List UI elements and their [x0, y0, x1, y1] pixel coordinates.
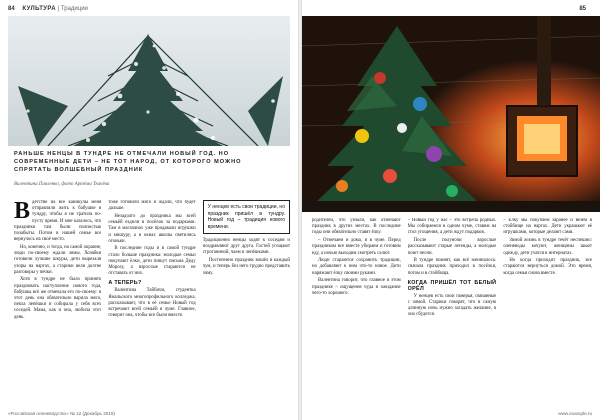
left-text-columns: [14, 200, 290, 406]
running-head-right: [310, 6, 592, 16]
byline: Валентина Павленко, фото Артёма Ткачёва: [14, 182, 110, 187]
paragraph: Постепенно праздник вошёл в каждый чум, и теперь без него трудно представить зиму.: [202, 258, 290, 276]
christmas-tree-stove-photo: [302, 16, 600, 212]
paragraph: Валентина Тайбичи, студентка Ямальского многопрофильного колледжа, рассказывает, что в её семье Новый год встречают всей семьёй в чуме. Главное, говорит она, чтобы все были вместе.: [108, 288, 196, 319]
left-column-3: [203, 200, 290, 406]
paragraph: Зимой жизнь в тундре течёт неспешно: оленеводы кочуют, женщины шьют одежду, дети учатся в интернатах.: [503, 238, 593, 256]
paragraph: Но, конечно, и тогда, на самой окраине, люди по-своему ждали зимы. Хозяйки готовили лучшие шкуры, дети вырезали узоры на нартах, а старики вели долгие разговоры у печки.: [14, 244, 102, 275]
right-page: [302, 0, 600, 420]
paragraph: В тундре помнят, как всё начиналось: сначала праздник приходил в посёлки, потом и в стойбища.: [407, 258, 497, 276]
spruce-photo: [8, 16, 290, 146]
paragraph: тоже готовили мясо и ждали, что будет дальше.: [108, 200, 196, 212]
paragraph: Традиционно ненцы ходят к соседям и поздравляют друг друга. Гостей угощают строганиной, чаем и лепёшками.: [202, 238, 290, 256]
left-column-1: [14, 200, 101, 406]
right-column-3: [503, 218, 592, 406]
paragraph: Валентина говорит, что главное в этом празднике – ощущение чуда и ожидание чего-то хорошего.: [312, 278, 401, 296]
subhead: А ТЕПЕРЬ?: [108, 280, 142, 287]
paragraph: родителей, что узнали, как отмечают праздник в других местах. В последние годы они обязательно ставят ёлку.: [312, 218, 401, 236]
paragraph: Хотя в тундре не было принято праздновать наступление нового года, бабушка всё же отмечала его по-своему: в этот день она обязательно варила мясо, пекла лепёшки и собирала у себя всех соседей. Мама, как и она, любила этот день.: [14, 277, 102, 320]
footer-right: www.example.ru: [558, 411, 592, 416]
article-lead: РАНЬШЕ НЕНЦЫ В ТУНДРЕ НЕ ОТМЕЧАЛИ НОВЫЙ ГОД. НО СОВРЕМЕННЫЕ ДЕТИ – НЕ ТОТ НАРОД, ОТ КОТОРОГО МОЖНО СПРЯТАТЬ ВОЛШЕБНЫЙ ПРАЗДНИК: [14, 151, 242, 173]
section-name: КУЛЬТУРА: [22, 6, 56, 12]
paragraph: Но когда приходит праздник, все стараются вернуться домой. Это время, когда семья снова вместе.: [503, 258, 593, 276]
paragraph: Люди стараются сохранить традиции, но добавляют к ним что-то новое. Дети наряжают ёлку своими руками.: [312, 258, 401, 276]
paragraph: После полуночи взрослые рассказывают старые легенды, а молодые поют песни.: [407, 238, 497, 256]
page-number-right: 85: [579, 6, 586, 12]
paragraph: Вдетстве на все каникулы меня отправляли жить к бабушке в тундру, чтобы я не тратила по-пусту время. И мне казалось, что праздники там были полностью позабыты. Потом в нашей семье все вернулось на своё место.: [14, 200, 102, 243]
pull-quote: У ненцев есть свои традиции, но праздник пришёл в тундру. Новый год – традиция нового времени.: [203, 200, 290, 234]
left-page: [0, 0, 298, 420]
paragraph: Незадолго до праздника мы всей семьёй ездили в посёлок за подарками. Там в магазинах уже продавали игрушки и мишуру, а в окнах школы светились огоньки.: [108, 213, 196, 244]
paragraph: – Отмечаем и дома, и в чуме. Перед праздником все вместе убираем и готовим еду, а ночью выходим смотреть салют.: [312, 238, 401, 256]
subsection-name: Традиции: [60, 6, 88, 12]
paragraph: В последние годы и в самой тундре стало больше праздника: молодые семьи покупают ёлки, дети пишут письма Деду Морозу, а взрослые стараются не отставать от них.: [108, 246, 196, 277]
page-number-left: 84: [8, 6, 15, 12]
paragraph: – Ёлку мы покупаем заранее и везём в стойбище на нартах. Дети украшают её игрушками, которые делают сами.: [503, 218, 593, 236]
paragraph: У ненцев есть свои поверья, связанные с зимой. Старики говорят, что в самую длинную ночь нужно загадать желание, и оно сбудется.: [407, 293, 497, 318]
left-column-2: [108, 200, 195, 406]
subhead: КОГДА ПРИШЁЛ ТОТ БЕЛЫЙ ОРЁЛ: [407, 279, 497, 292]
right-column-2: [408, 218, 497, 406]
footer-left: «Российская оленеводство» № 12 (Декабрь 2019): [8, 411, 115, 416]
paragraph: – Новый год у нас – это встреча родных. Мы собираемся в одном чуме, ставим на стол угощения, а дети ждут подарков.: [407, 218, 497, 236]
drop-cap: В: [14, 200, 31, 224]
right-column-1: [312, 218, 401, 406]
running-head-left: 84 КУЛЬТУРА | Традиции: [8, 6, 88, 12]
right-text-columns: [312, 218, 592, 406]
